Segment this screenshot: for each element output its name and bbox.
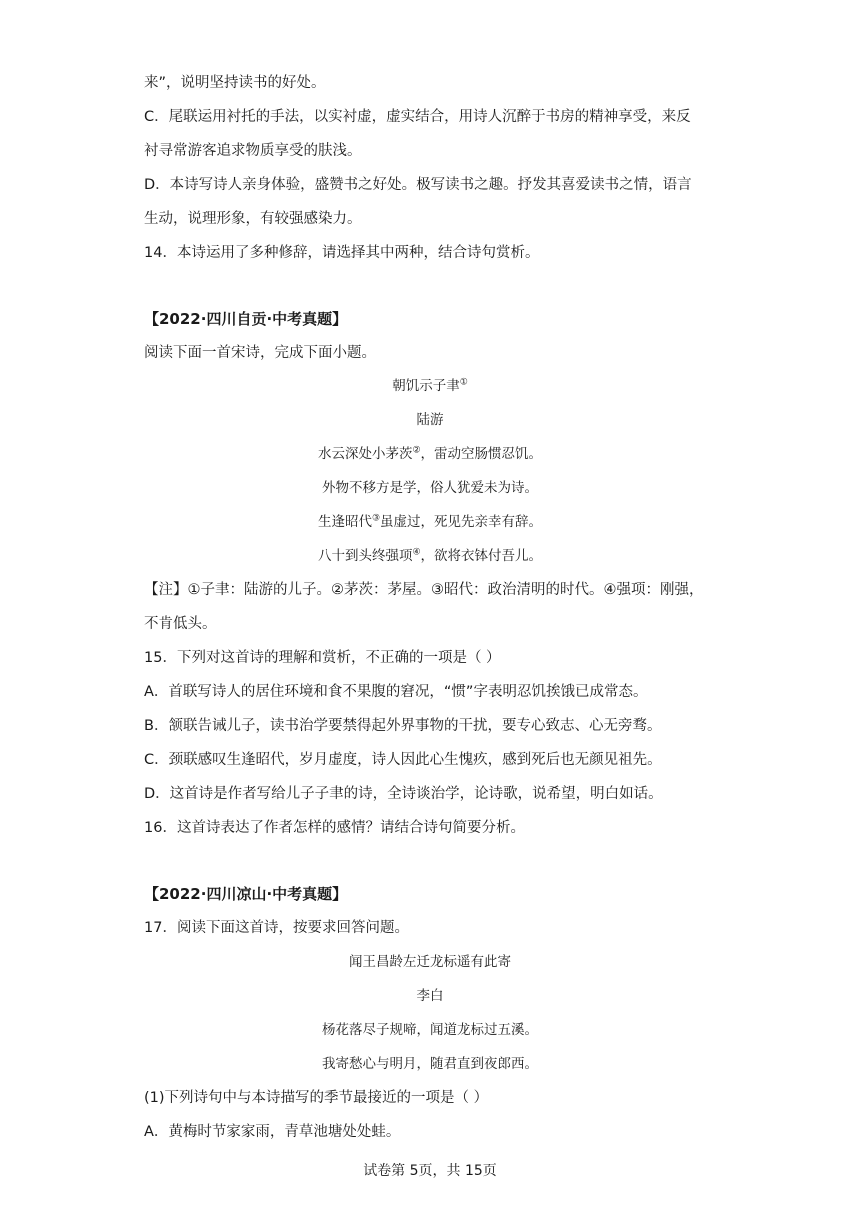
option-a: A．首联写诗人的居住环境和食不果腹的窘况，“惯”字表明忍饥挨饿已成常态。: [144, 684, 648, 700]
option-c-line2: 衬寻常游客追求物质享受的肤浅。: [144, 143, 362, 159]
poem-notes-cont: 不肯低头。: [144, 616, 217, 632]
option-c: C．颈联感叹生逢昭代，岁月虚度，诗人因此心生愧疚，感到死后也无颜见祖先。: [144, 752, 662, 768]
option-b: B．颔联告诫儿子，读书治学要禁得起外界事物的干扰，要专心致志、心无旁骛。: [144, 718, 662, 734]
poem-verse-1: 水云深处小茅茨②，雷动空肠惯忍饥。: [317, 445, 543, 462]
question-16: 16．这首诗表达了作者怎样的感情？请结合诗句简要分析。: [144, 820, 525, 836]
sub-question-1: (1)下列诗句中与本诗描写的季节最接近的一项是（ ）: [144, 1090, 489, 1106]
poem-verse-4: 八十到头终强项④，欲将衣钵付吾儿。: [317, 547, 543, 564]
question-15: 15．下列对这首诗的理解和赏析，不正确的一项是（ ）: [144, 650, 501, 666]
option-d: D．这首诗是作者写给儿子子聿的诗，全诗谈治学，论诗歌，说希望，明白如话。: [144, 786, 663, 802]
poem-notes: 【注】①子聿：陆游的儿子。②茅茨：茅屋。③昭代：政治清明的时代。④强项：刚强，: [144, 582, 704, 598]
section-heading: 【2022·四川自贡·中考真题】: [144, 310, 348, 328]
option-c-line1: C．尾联运用衬托的手法，以实衬虚，虚实结合，用诗人沉醉于书房的精神享受，来反: [144, 109, 691, 125]
poem-title: 闻王昌龄左迁龙标遥有此寄: [349, 954, 511, 970]
poem-verse-2: 我寄愁心与明月，随君直到夜郎西。: [322, 1056, 538, 1072]
poem-verse-2: 外物不移方是学，俗人犹爱未为诗。: [322, 480, 538, 496]
poem-author: 陆游: [416, 412, 444, 428]
option-d-line2: 生动，说理形象，有较强感染力。: [144, 211, 362, 227]
question-14: 14．本诗运用了多种修辞，请选择其中两种，结合诗句赏析。: [144, 245, 540, 261]
text-line: 来”，说明坚持读书的好处。: [144, 75, 326, 91]
option-a: A．黄梅时节家家雨，青草池塘处处蛙。: [144, 1124, 401, 1140]
option-d-line1: D．本诗写诗人亲身体验，盛赞书之好处。极写读书之趣。抒发其喜爱读书之情，语言: [144, 177, 692, 193]
page-footer: 试卷第 5页，共 15页: [363, 1163, 497, 1179]
poem-author: 李白: [416, 988, 444, 1004]
section-heading: 【2022·四川凉山·中考真题】: [144, 885, 348, 903]
poem-title: 朝饥示子聿①: [392, 377, 468, 394]
poem-verse-3: 生逢昭代③虽虚过，死见先亲幸有辞。: [317, 513, 543, 530]
poem-verse-1: 杨花落尽子规啼，闻道龙标过五溪。: [322, 1022, 538, 1038]
reading-intro: 阅读下面一首宋诗，完成下面小题。: [144, 345, 376, 361]
question-17: 17．阅读下面这首诗，按要求回答问题。: [144, 920, 409, 936]
